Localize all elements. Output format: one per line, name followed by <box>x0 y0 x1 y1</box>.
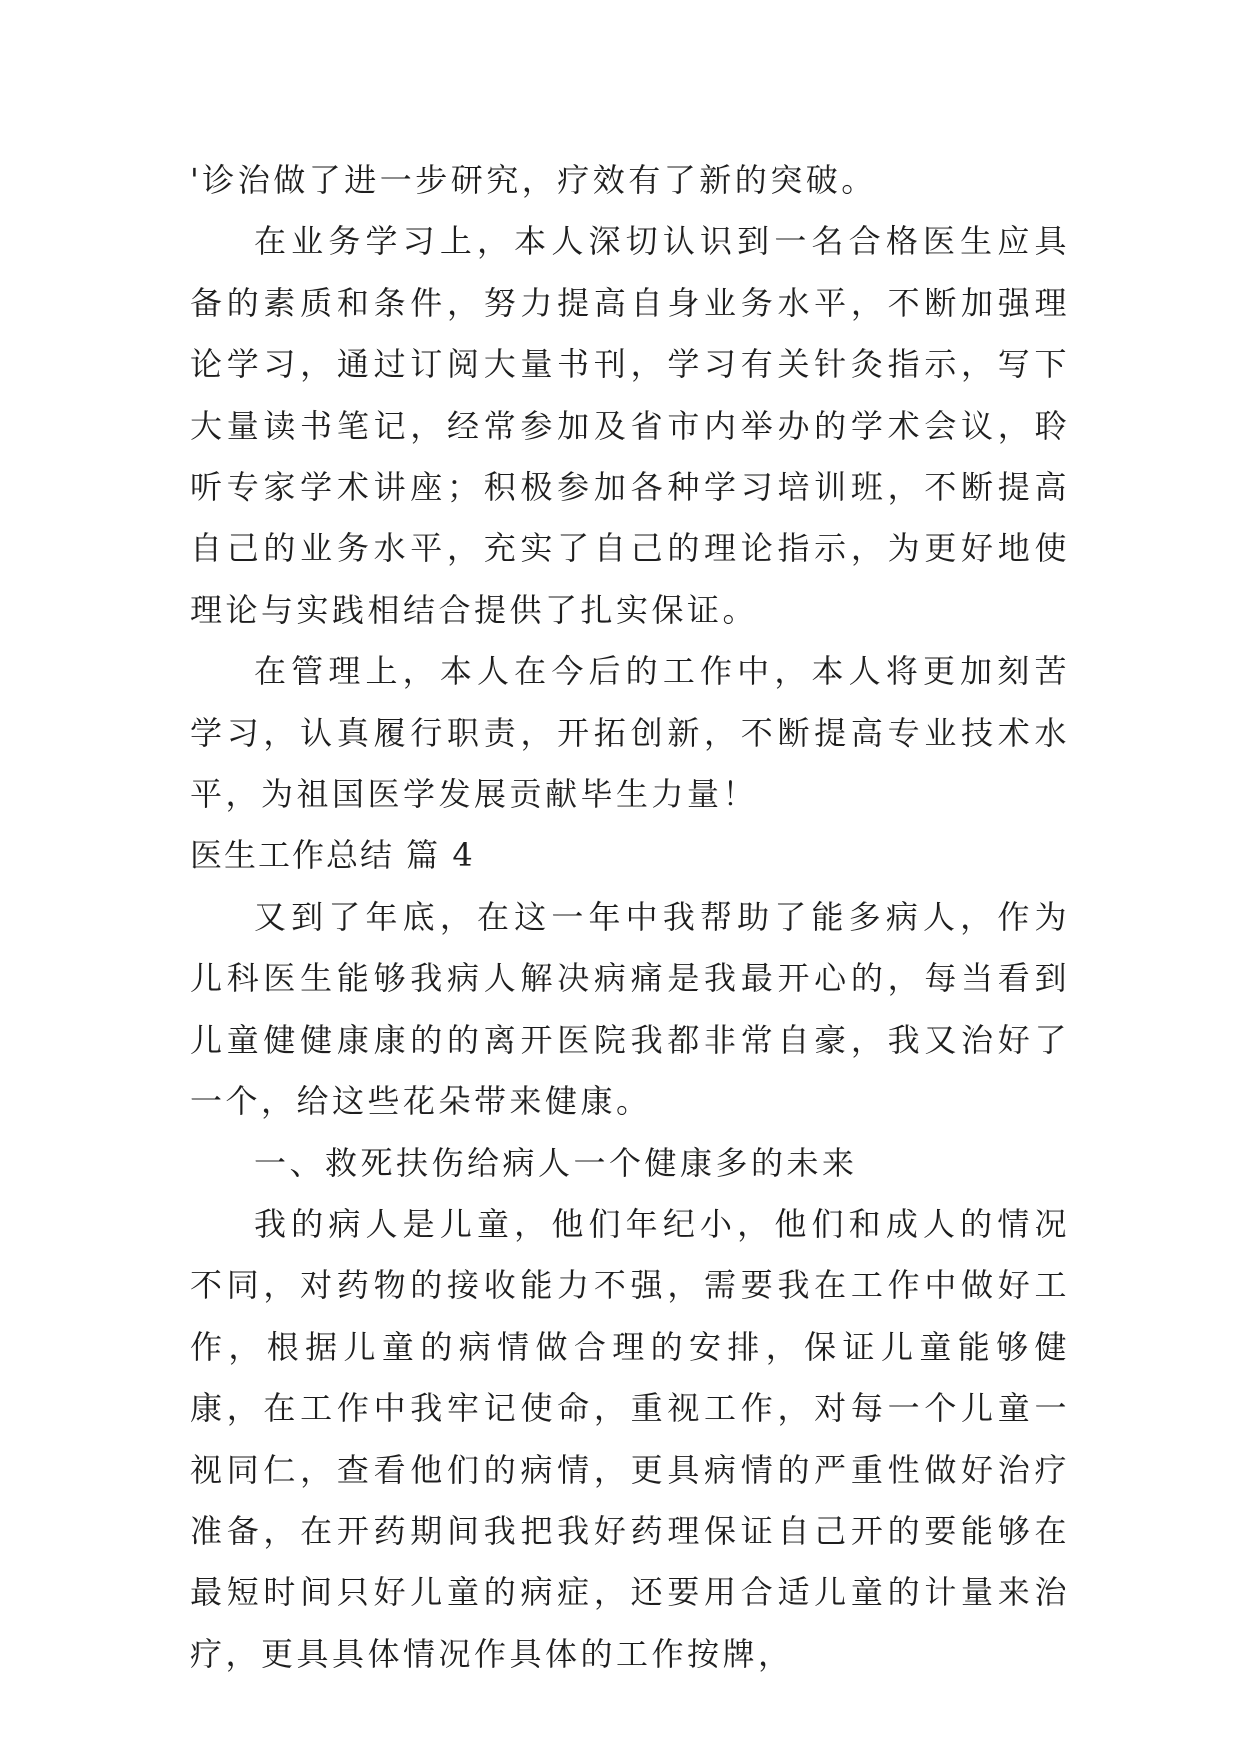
paragraph-management: 在管理上，本人在今后的工作中，本人将更加刻苦学习，认真履行职责，开拓创新，不断提高专业技术水平，为祖国医学发展贡献毕生力量！ <box>190 652 1070 814</box>
section-heading: 医生工作总结 篇 4 <box>190 836 475 875</box>
paragraph-continuation: '诊治做了进一步研究，疗效有了新的突破。 <box>190 161 877 199</box>
paragraph-year-end: 又到了年底，在这一年中我帮助了能多病人，作为儿科医生能够我病人解决病痛是我最开心的，每当看到儿童健健康康的的离开医院我都非常自豪，我又治好了一个，给这些花朵带来健康。 <box>190 897 1070 1121</box>
paragraph-study: 在业务学习上，本人深切认识到一名合格医生应具备的素质和条件，努力提高自身业务水平，不断加强理论学习，通过订阅大量书刊，学习有关针灸指示，写下大量读书笔记，经常参加及省市内举办的学术会议，聆听专家学术讲座；积极参加各种学习培训班，不断提高自己的业务水平，充实了自己的理论指示，为更好地使理论与实践相结合提供了扎实保证。 <box>190 222 1070 629</box>
subheading-item-1: 一、救死扶伤给病人一个健康多的未来 <box>254 1143 858 1182</box>
document-body <box>190 150 1070 1685</box>
paragraph-patients: 我的病人是儿童，他们年纪小，他们和成人的情况不同，对药物的接收能力不强，需要我在工作中做好工作，根据儿童的病情做合理的安排，保证儿童能够健康，在工作中我牢记使命，重视工作，对每一个儿童一视同仁，查看他们的病情，更具病情的严重性做好治疗准备，在开药期间我把我好药理保证自己开的要能够在最短时间只好儿童的病症，还要用合适儿童的计量来治疗，更具具体情况作具体的工作按牌， <box>190 1204 1070 1673</box>
